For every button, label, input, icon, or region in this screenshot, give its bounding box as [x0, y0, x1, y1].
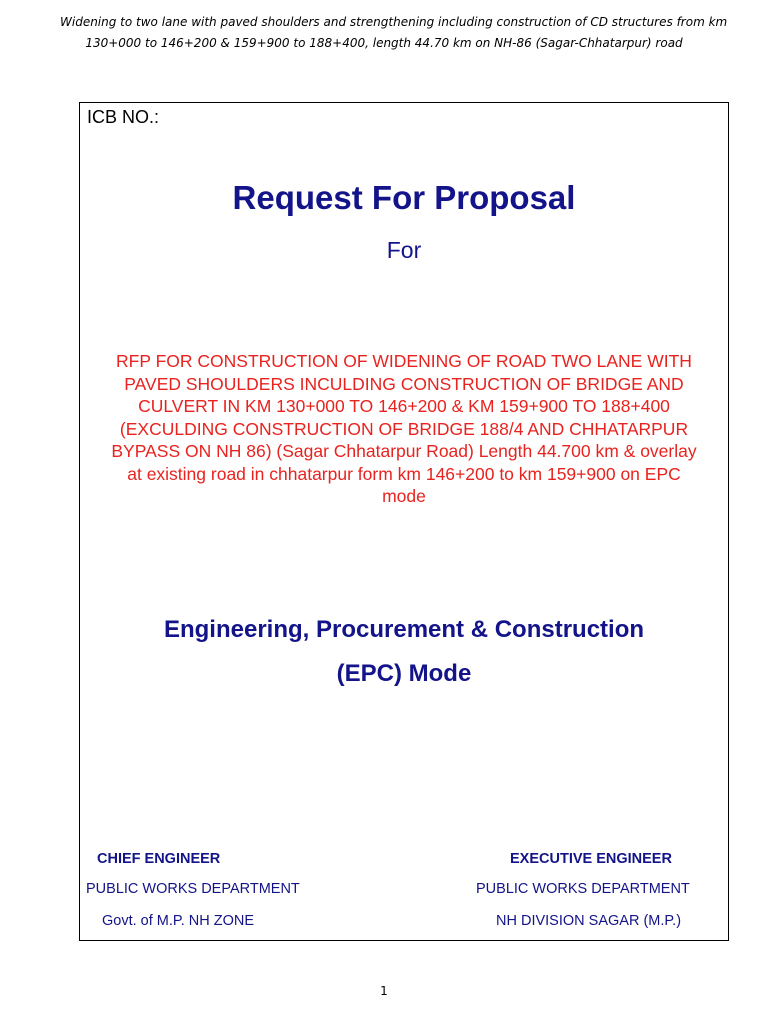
header-line-2: 130+000 to 146+200 & 159+900 to 188+400, length 44.70 km on NH-86 (Sagar-Chhatarpur) road — [85, 36, 683, 50]
rfp-line: CULVERT IN KM 130+000 TO 146+200 & KM 159+900 TO 188+400 — [138, 396, 670, 416]
epc-line: (EPC) Mode — [336, 660, 472, 687]
signatory-title: CHIEF ENGINEER — [97, 851, 221, 867]
rfp-line: mode — [382, 486, 426, 506]
icb-number-label: ICB NO.: — [87, 107, 160, 127]
running-header — [60, 12, 728, 54]
rfp-line: (EXCULDING CONSTRUCTION OF BRIDGE 188/4 AND CHHATARPUR — [119, 418, 689, 439]
document-title: Request For Proposal — [232, 179, 576, 216]
signatory-department: PUBLIC WORKS DEPARTMENT — [476, 881, 690, 897]
signatory-department: PUBLIC WORKS DEPARTMENT — [86, 881, 300, 897]
signatory-title: EXECUTIVE ENGINEER — [510, 851, 672, 867]
signatory-unit: Govt. of M.P. NH ZONE — [102, 913, 255, 929]
page-number: 1 — [380, 984, 388, 998]
rfp-line: RFP FOR CONSTRUCTION OF WIDENING OF ROAD TWO LANE WITH — [116, 351, 692, 371]
rfp-line: at existing road in chhatarpur form km 146+200 to km 159+900 on EPC — [127, 463, 681, 484]
epc-line: Engineering, Procurement & Construction — [163, 616, 645, 643]
rfp-line: BYPASS ON NH 86) (Sagar Chhatarpur Road) Length 44.700 km & overlay — [111, 441, 697, 461]
cover-frame — [79, 102, 729, 941]
rfp-line: PAVED SHOULDERS INCULDING CONSTRUCTION OF BRIDGE AND — [124, 373, 684, 394]
epc-mode-heading — [80, 608, 728, 696]
signatory-unit: NH DIVISION SAGAR (M.P.) — [496, 913, 682, 929]
rfp-description — [80, 350, 728, 508]
for-label: For — [386, 237, 422, 263]
header-line-1: Widening to two lane with paved shoulders and strengthening including construction of CD structures from km — [60, 15, 728, 29]
